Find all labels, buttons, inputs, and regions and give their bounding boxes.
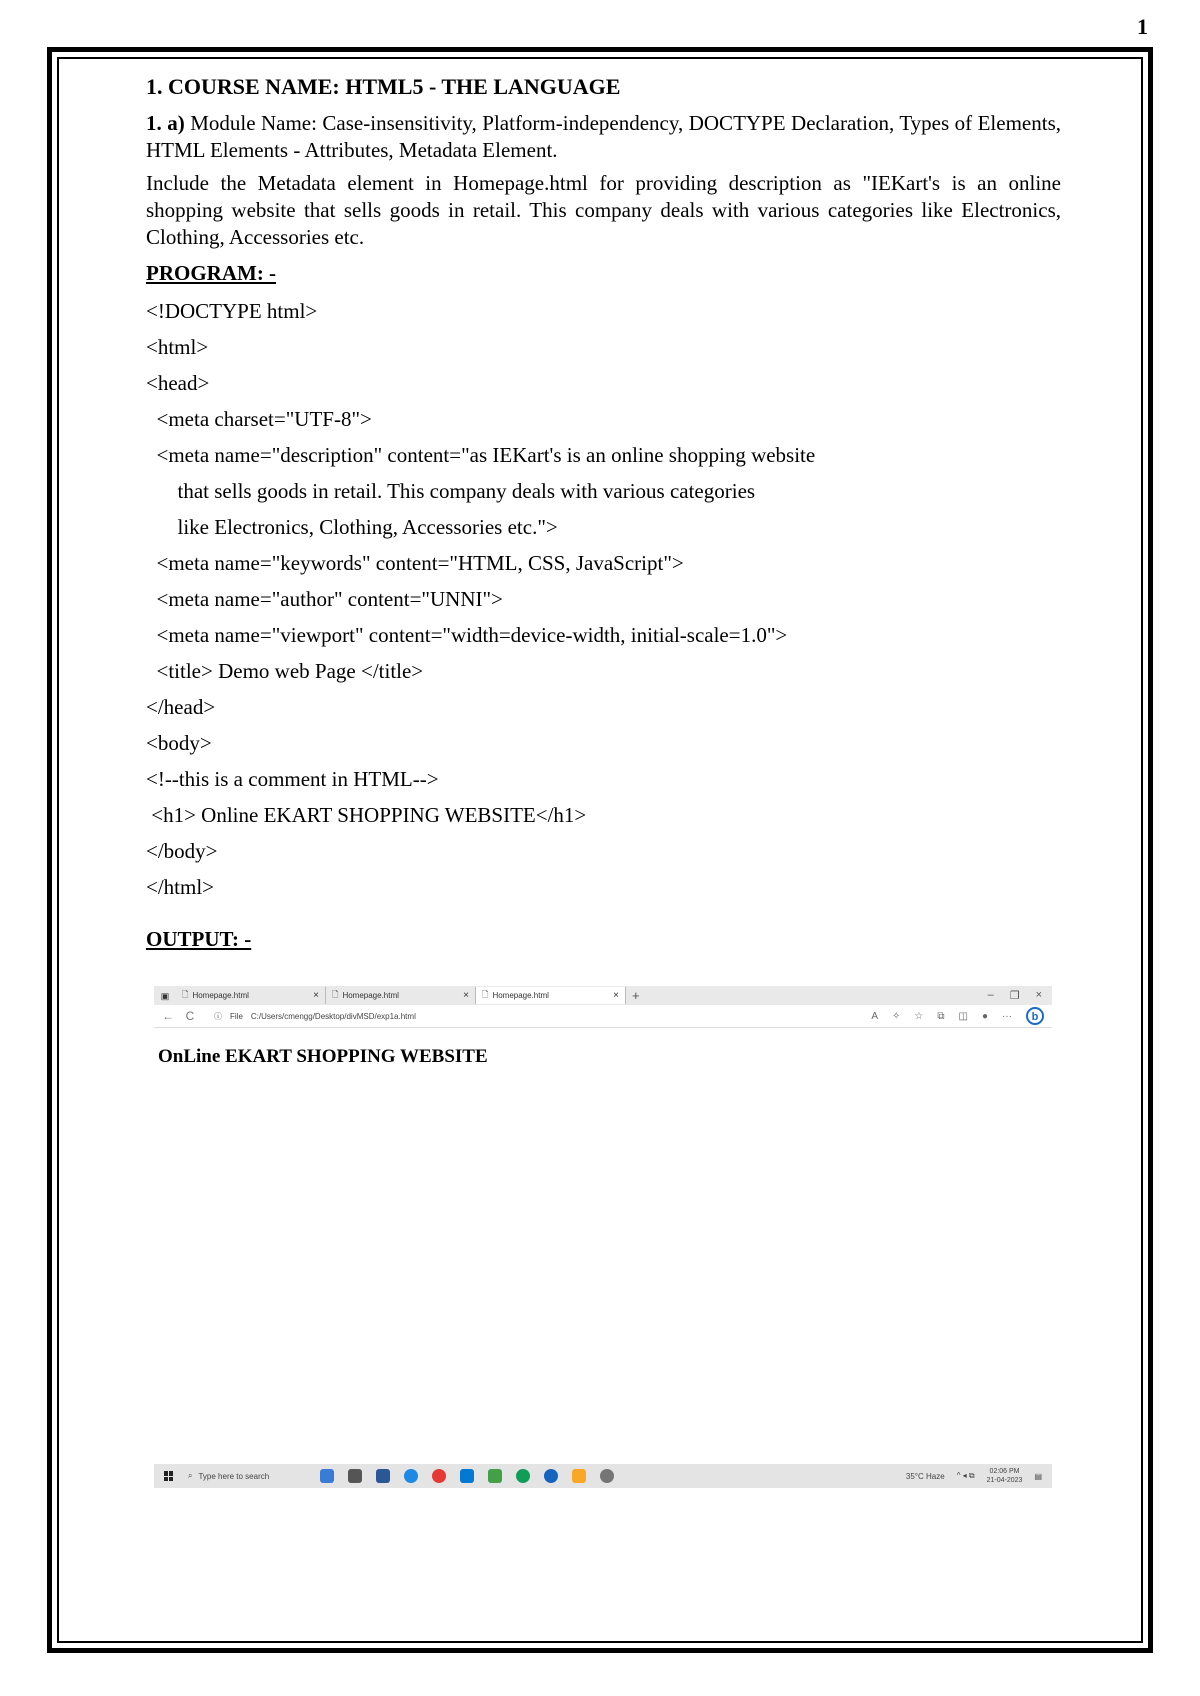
code-line: <html> bbox=[146, 335, 209, 359]
app-icon[interactable] bbox=[488, 1469, 502, 1483]
code-line: <meta name="description" content="as IEKart's is an online shopping website bbox=[146, 443, 816, 467]
code-line: </html> bbox=[146, 875, 215, 899]
code-line: </head> bbox=[146, 695, 216, 719]
code-line: <!--this is a comment in HTML--> bbox=[146, 767, 439, 791]
taskbar-apps bbox=[320, 1469, 614, 1483]
module-paragraph bbox=[146, 110, 1061, 164]
app-icon[interactable] bbox=[376, 1469, 390, 1483]
time-text: 02:06 PM bbox=[989, 1468, 1020, 1475]
page-icon: 🗋 bbox=[182, 989, 189, 999]
tray-icons[interactable]: ^ ◂ ⧉ bbox=[956, 1471, 975, 1480]
tab-label: Homepage.html bbox=[492, 991, 549, 1000]
settings-icon[interactable] bbox=[600, 1469, 614, 1483]
task-view-icon[interactable] bbox=[348, 1469, 362, 1483]
tab-actions-icon[interactable]: ▣ bbox=[160, 990, 170, 1001]
extensions-icon[interactable]: ✧ bbox=[892, 1010, 901, 1022]
close-icon[interactable]: × bbox=[613, 990, 619, 1001]
taskbar-search[interactable] bbox=[188, 1471, 298, 1481]
windows-taskbar bbox=[154, 1464, 1052, 1488]
address-bar-row bbox=[154, 1005, 1052, 1028]
browser-tab[interactable] bbox=[176, 987, 326, 1004]
read-aloud-icon[interactable]: A bbox=[871, 1010, 878, 1022]
code-line: <head> bbox=[146, 371, 210, 395]
tab-label: Homepage.html bbox=[342, 991, 399, 1000]
document-content bbox=[146, 72, 1061, 959]
more-icon[interactable]: ··· bbox=[1002, 1010, 1012, 1022]
info-icon: ⓘ bbox=[214, 1011, 222, 1021]
code-line: <title> Demo web Page </title> bbox=[146, 659, 424, 683]
address-bar[interactable] bbox=[214, 1011, 416, 1022]
module-text: Module Name: Case-insensitivity, Platform-independency, DOCTYPE Declaration, Types of Elements, HTML Elements - Attributes, Metadata Element. bbox=[146, 111, 1061, 162]
collections-icon[interactable]: ⧉ bbox=[937, 1010, 945, 1022]
app-icon[interactable] bbox=[544, 1469, 558, 1483]
profile-icon[interactable]: ● bbox=[981, 1010, 988, 1022]
minimize-icon[interactable]: – bbox=[987, 989, 994, 1001]
browser-tab-active[interactable] bbox=[476, 987, 626, 1004]
page-icon: 🗋 bbox=[482, 989, 489, 999]
tab-label: Homepage.html bbox=[192, 991, 249, 1000]
close-icon[interactable]: × bbox=[313, 990, 319, 1001]
app-icon[interactable] bbox=[320, 1469, 334, 1483]
window-controls bbox=[988, 989, 1052, 1002]
date-text: 21-04-2023 bbox=[986, 1477, 1023, 1484]
edge-icon[interactable] bbox=[404, 1469, 418, 1483]
browser-app-icon[interactable] bbox=[516, 1469, 530, 1483]
system-tray bbox=[906, 1467, 1052, 1485]
browser-tab-bar bbox=[154, 986, 1052, 1005]
favorite-icon[interactable]: ☆ bbox=[914, 1010, 924, 1022]
new-tab-button[interactable]: + bbox=[632, 988, 640, 1003]
bing-icon[interactable]: b bbox=[1026, 1007, 1044, 1025]
weather-text[interactable]: 35°C Haze bbox=[905, 1471, 945, 1481]
code-line: <meta name="viewport" content="width=device-width, initial-scale=1.0"> bbox=[146, 623, 788, 647]
code-line: <h1> Online EKART SHOPPING WEBSITE</h1> bbox=[146, 803, 587, 827]
course-title: 1. COURSE NAME: HTML5 - THE LANGUAGE bbox=[146, 74, 621, 99]
code-line: </body> bbox=[146, 839, 218, 863]
code-line: <!DOCTYPE html> bbox=[146, 299, 318, 323]
code-listing bbox=[146, 293, 1061, 905]
file-label: File bbox=[230, 1011, 243, 1021]
refresh-icon[interactable]: C bbox=[185, 1009, 195, 1023]
browser-tab[interactable] bbox=[326, 987, 476, 1004]
chrome-icon[interactable] bbox=[432, 1469, 446, 1483]
search-placeholder: Type here to search bbox=[198, 1471, 270, 1481]
page-number: 1 bbox=[1137, 14, 1148, 39]
split-screen-icon[interactable]: ◫ bbox=[958, 1010, 968, 1022]
task-paragraph: Include the Metadata element in Homepage.html for providing description as "IEKart's is an online shopping website that sells goods in retail. This company deals with various categories like Electronics, Clothing, Accessories etc. bbox=[146, 171, 1061, 249]
windows-start-icon[interactable] bbox=[164, 1471, 174, 1481]
browser-toolbar bbox=[871, 1007, 1052, 1025]
back-icon[interactable]: ← bbox=[162, 1009, 174, 1023]
close-window-icon[interactable]: × bbox=[1035, 989, 1042, 1001]
page-icon: 🗋 bbox=[332, 989, 339, 999]
code-line: that sells goods in retail. This company deals with various categories bbox=[146, 479, 756, 503]
program-heading: PROGRAM: - bbox=[146, 261, 277, 285]
mail-icon[interactable] bbox=[460, 1469, 474, 1483]
restore-icon[interactable]: ❐ bbox=[1009, 990, 1020, 1002]
code-line: <body> bbox=[146, 731, 212, 755]
search-icon: ⌕ bbox=[188, 1471, 193, 1480]
url-text: C:/Users/cmengg/Desktop/divMSD/exp1a.html bbox=[250, 1011, 416, 1021]
output-heading: OUTPUT: - bbox=[146, 927, 252, 951]
close-icon[interactable]: × bbox=[463, 990, 469, 1001]
code-line: <meta name="author" content="UNNI"> bbox=[146, 587, 503, 611]
rendered-heading: OnLine EKART SHOPPING WEBSITE bbox=[158, 1046, 488, 1067]
code-line: like Electronics, Clothing, Accessories etc."> bbox=[146, 515, 558, 539]
browser-screenshot bbox=[154, 986, 1052, 1068]
code-line: <meta name="keywords" content="HTML, CSS, JavaScript"> bbox=[146, 551, 684, 575]
code-line: <meta charset="UTF-8"> bbox=[146, 407, 372, 431]
file-explorer-icon[interactable] bbox=[572, 1469, 586, 1483]
notification-icon[interactable]: ▤ bbox=[1034, 1471, 1042, 1481]
module-prefix: 1. a) bbox=[146, 111, 185, 135]
clock[interactable] bbox=[987, 1467, 1023, 1485]
